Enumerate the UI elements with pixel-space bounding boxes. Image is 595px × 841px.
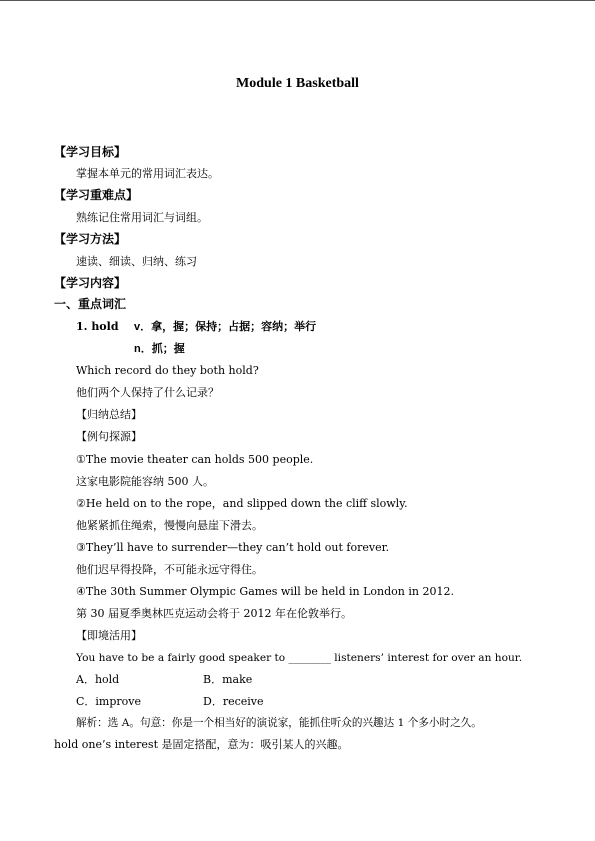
option-b: B．make [203,673,253,686]
practice-label: 【即境活用】 [76,629,142,642]
option-c: C．improve [76,695,142,708]
goal-heading: 【学习目标】 [54,145,127,159]
method-text: 速读、细读、归纳、练习 [76,255,197,268]
example-4-zh: 第 30 届夏季奥林匹克运动会将于 2012 年在伦敦举行。 [76,607,352,620]
example-1-zh: 这家电影院能容纳 500 人。 [76,475,214,488]
exercise-question: You have to be a fairly good speaker to ________ listeners’ interest for over an hour. [76,652,523,664]
part1-heading: 一、重点词汇 [54,297,127,311]
vocab-def-verb: v．拿，握；保持；占据；容纳；举行 [134,321,317,333]
text-example-zh: 他们两个人保持了什么记录？ [76,386,219,399]
key-points-heading: 【学习重难点】 [54,188,139,202]
example-1-en: ①The movie theater can holds 500 people. [76,453,314,466]
example-2-zh: 他紧紧抓住绳索，慢慢向悬崖下滑去。 [76,519,263,532]
key-points-text: 熟练记住常用词汇与词组。 [76,211,208,224]
option-d: D．receive [203,695,264,708]
vocab-word: 1. hold [76,320,119,333]
answer-line-2: hold one’s interest 是固定搭配，意为：吸引某人的兴趣。 [54,738,349,751]
examples-label: 【例句探源】 [76,430,142,443]
page-title: Module 1 Basketball [236,76,359,91]
vocab-def-noun: n．抓；握 [134,343,185,355]
example-4-en: ④The 30th Summer Olympic Games will be held in London in 2012. [76,585,454,598]
answer-line-1: 解析：选 A。句意：你是一个相当好的演说家，能抓住听众的兴趣达 1 个多小时之久。 [76,717,482,729]
example-3-en: ③They’ll have to surrender—they can’t hold out forever. [76,541,390,554]
example-2-en: ②He held on to the rope，and slipped down the cliff slowly. [76,497,408,510]
example-3-zh: 他们迟早得投降，不可能永远守得住。 [76,563,263,576]
summary-label: 【归纳总结】 [76,408,142,421]
header-rule [0,0,595,1]
text-example-en: Which record do they both hold? [76,364,259,377]
option-a: A．hold [76,673,120,686]
goal-text: 掌握本单元的常用词汇表达。 [76,167,219,180]
method-heading: 【学习方法】 [54,232,127,246]
content-heading: 【学习内容】 [54,276,127,290]
